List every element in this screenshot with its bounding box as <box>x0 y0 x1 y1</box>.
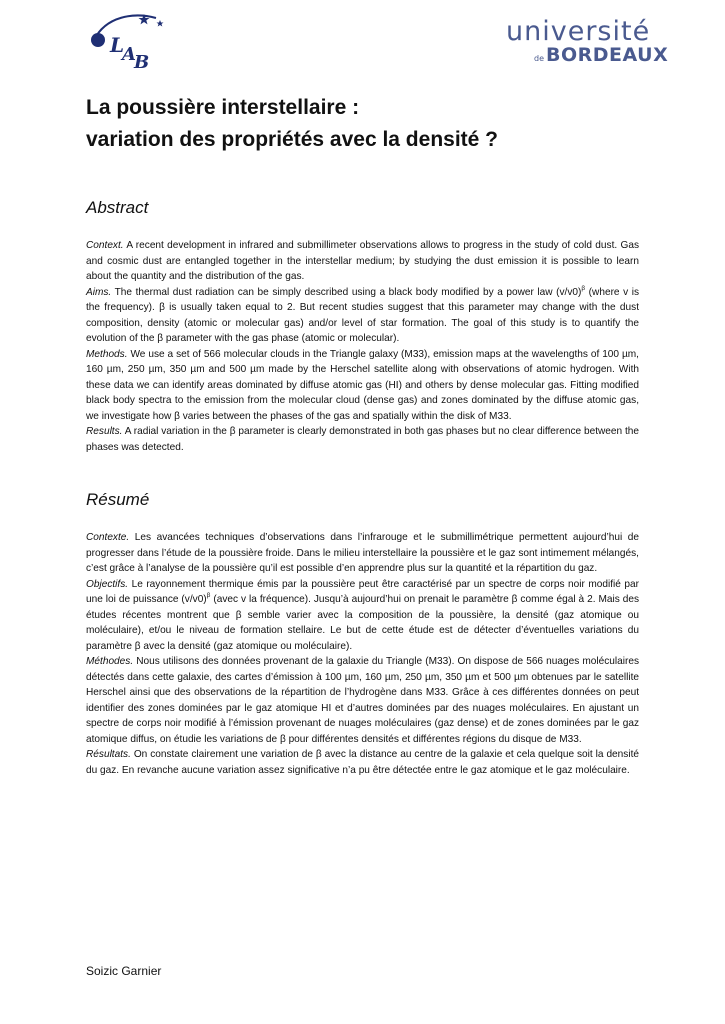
universite-bordeaux-logo <box>506 16 668 68</box>
paragraph-text: Nous utilisons des données provenant de la galaxie du Triangle (M33). On dispose de 566 nuages moléculaires détectés dans cette galaxie, des cartes d’émission à 100 µm, 160 µm, 250 µm, 350 µm et 500 µm obtenues par le satellite Herschel ainsi que des observations de la répartition de l’hydrogène dans M33. Grâce à ces différentes données on peut identifier des zones dominées par le gaz atomique HI et d’autres dominées par des nuages moléculaires. En ajustant un spectre de corps noir modifié à l’émission provenant de nuages moléculaires (gaz dense) et de zones dominées par le gaz atomique diffus, on étudie les variations de β pour différentes densités et différentes régions du disque de M33. <box>86 656 639 745</box>
paragraph-text: We use a set of 566 molecular clouds in the Triangle galaxy (M33), emission maps at the wavelengths of 100 µm, 160 µm, 250 µm, 350 µm and 500 µm made by the Herschel satellite along with observations of atomic hydrogen. With these data we can identify areas dominated by diffuse atomic gas (HI) and others by dense molecular gas. Fitting modified black body spectra to the emission from the molecular cloud (dense gas) and zones dominated by the diffuse atomic gas, we investigate how β varies between the phases of the gas and spatially within the disk of M33. <box>86 348 639 422</box>
paragraph-text: (where v is the frequency). β is usually taken equal to 2. But recent studies suggest that this parameter may change with the dust composition, density (atomic or molecular gas) and/or level of star formation. The goal of this study is to quantify the evolution of the β parameter with the gas phase (atomic or molecular). <box>86 286 639 344</box>
paragraph-label: Aims. <box>86 286 112 298</box>
svg-text:B: B <box>134 52 150 72</box>
document-title <box>86 92 646 156</box>
author-name: Soizic Garnier <box>86 964 162 978</box>
paragraph-label: Résultats. <box>86 749 131 760</box>
paragraph-text: Les avancées techniques d’observations dans l’infrarouge et le submillimétrique permettent aujourd’hui de progresser dans l’étude de la poussière froide. Dans le milieu interstellaire la poussière et le gaz sont intimement mélangés, c’est grâce à l’analyse de la poussière qu’il est possible d’en apprendre plus sur la quantité et la répartition du gaz. <box>86 532 639 574</box>
beta-superscript: β <box>206 592 211 599</box>
title-line-1: La poussière interstellaire : <box>86 96 360 119</box>
paragraph-text: Le rayonnement thermique émis par la poussière peut être caractérisé par un spectre de corps noir modifié par une loi de puissance (v/v0) <box>86 578 639 605</box>
lab-logo <box>86 10 168 72</box>
abstract-results <box>86 424 639 455</box>
paragraph-text: A radial variation in the β parameter is clearly demonstrated in both gas phases but no clear difference between the phases was detected. <box>86 426 639 453</box>
resume-body <box>86 530 639 778</box>
abstract-methods <box>86 347 639 425</box>
resume-heading: Résumé <box>86 490 150 509</box>
abstract-context <box>86 238 639 285</box>
title-line-2: variation des propriétés avec la densité ? <box>86 128 498 151</box>
svg-text:L: L <box>110 33 125 57</box>
resume-contexte <box>86 530 639 577</box>
paragraph-text: On constate clairement une variation de β avec la distance au centre de la galaxie et cela quelque soit la densité du gaz. En revanche aucune variation assez significative n’a pu être détectée entre le gaz atomique et le gaz moléculaire. <box>86 749 639 776</box>
svg-text:A: A <box>122 44 136 65</box>
logo-de: de <box>534 54 544 63</box>
paragraph-label: Results. <box>86 426 123 437</box>
logo-line2: BORDEAUX <box>546 44 669 66</box>
paragraph-text: (avec v la fréquence). Jusqu’à aujourd’hui on prenait le paramètre β comme égal à 2. Mais des études récentes montrent que β semble varier avec la composition de la poussière, la densité (gaz atomique ou moléculaire), et/ou le niveau de formation stellaire. Le but de cette étude est de détecter d’éventuelles variations du paramètre β avec la densité (gaz atomique ou moléculaire). <box>86 594 639 652</box>
resume-methodes <box>86 654 639 747</box>
paragraph-label: Context. <box>86 240 124 251</box>
abstract-heading: Abstract <box>86 198 149 217</box>
abstract-aims <box>86 285 639 347</box>
paragraph-label: Objectifs. <box>86 578 129 590</box>
paragraph-text: The thermal dust radiation can be simply described using a black body modified by a power law (v/v0) <box>111 286 582 298</box>
abstract-body <box>86 238 639 455</box>
paragraph-label: Méthodes. <box>86 656 134 667</box>
paragraph-label: Methods. <box>86 348 128 360</box>
beta-superscript: β <box>581 284 586 292</box>
logo-line1: université <box>506 16 651 47</box>
paragraph-text: A recent development in infrared and submillimeter observations allows to progress in the study of cold dust. Gas and cosmic dust are entangled together in the interstellar medium; by studying the dust emission it is possible to learn about the quantity and the distribution of the gas. <box>86 240 639 282</box>
resume-resultats <box>86 747 639 778</box>
paragraph-label: Contexte. <box>86 532 130 543</box>
resume-objectifs <box>86 577 639 655</box>
